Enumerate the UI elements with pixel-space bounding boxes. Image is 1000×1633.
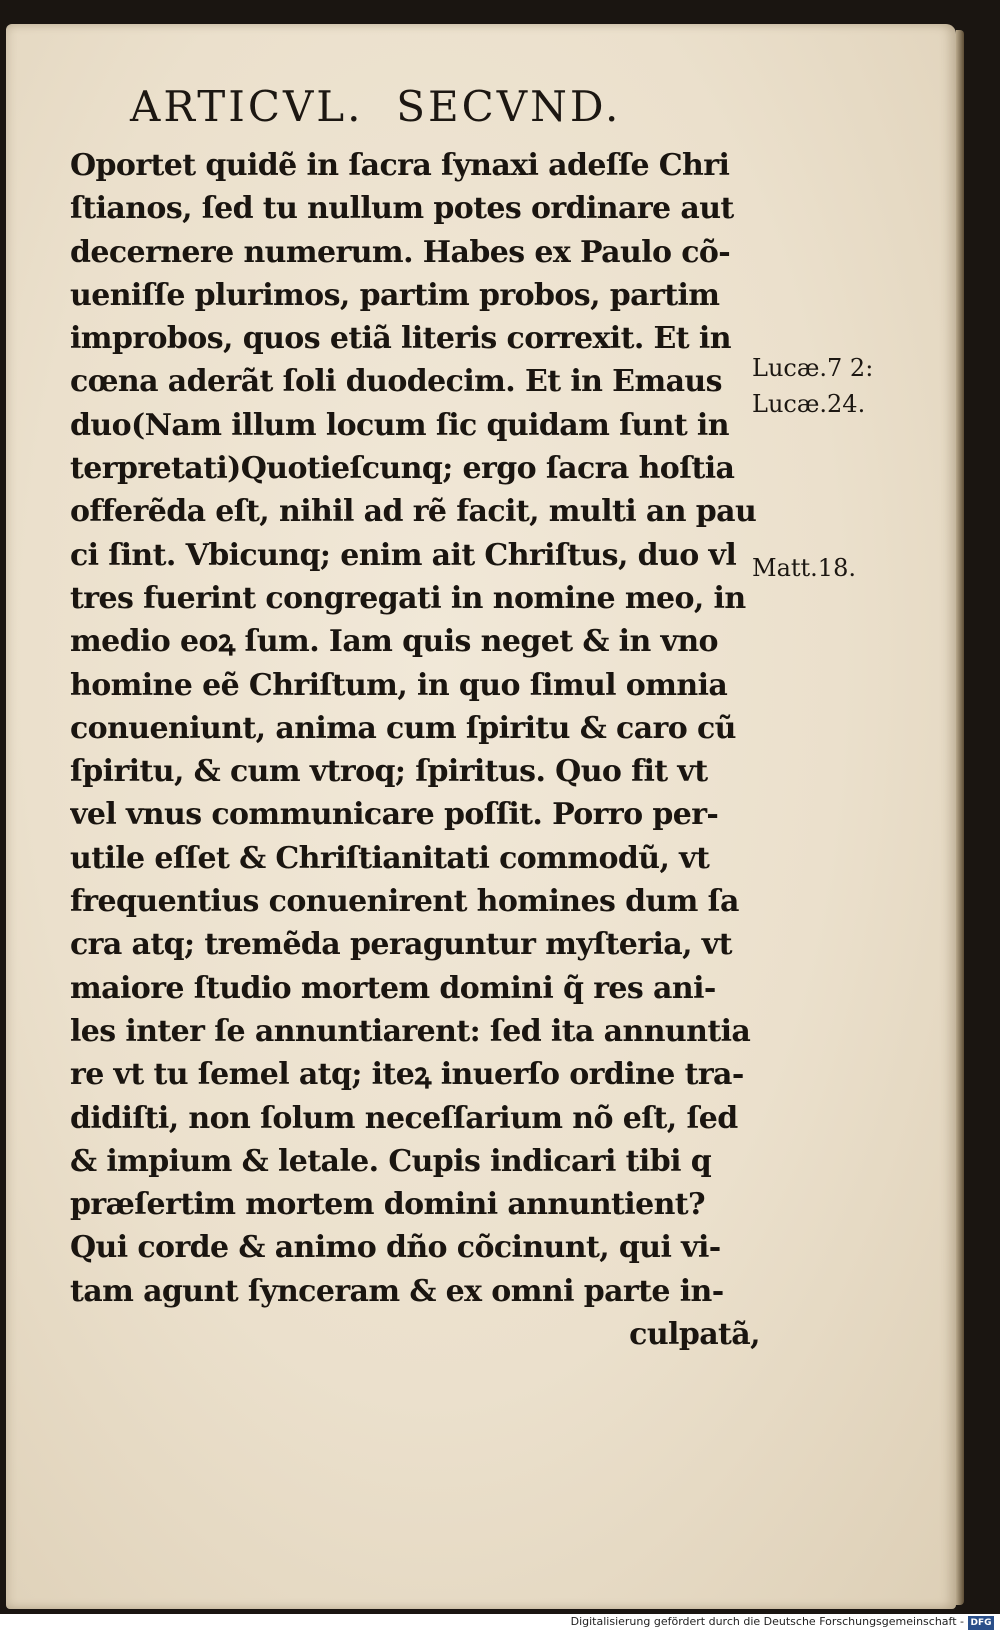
text-line: les inter ſe annuntiarent: ſed ita annuntia	[70, 1013, 751, 1049]
text-line: offerẽda eſt, nihil ad rẽ facit, multi an pau	[70, 494, 757, 530]
text-line: homine eẽ Chriſtum, in quo ſimul omnia	[70, 667, 728, 703]
marginal-note-lucae-24: Lucæ.24.	[752, 390, 866, 418]
marginal-note-matt-18: Matt.18.	[752, 554, 856, 582]
text-line: utile eſſet & Chriſtianitati commodũ, vt	[70, 840, 710, 876]
text-line: ſtianos, ſed tu nullum potes ordinare aut	[70, 191, 734, 227]
page-edge	[956, 30, 964, 1605]
footer-credit: Digitalisierung gefördert durch die Deutsche Forschungsgemeinschaft -	[570, 1615, 964, 1628]
text-line: tres fuerint congregati in nomine meo, in	[70, 580, 746, 616]
text-line: maiore ſtudio mortem domini q̃ res ani-	[70, 970, 716, 1006]
text-line: improbos, quos etiã literis correxit. Et in	[70, 321, 731, 357]
text-line: terpretati)Quotieſcunq; ergo ſacra hoſtia	[70, 451, 735, 487]
running-title: ARTICVL. SECVND.	[130, 82, 622, 131]
text-line: Oportet quidẽ in ſacra ſynaxi adeſſe Chri	[70, 148, 730, 183]
text-line: decernere numerum. Habes ex Paulo cõ-	[70, 234, 731, 270]
marginal-note-lucae-7: Lucæ.7 2:	[752, 354, 874, 382]
text-line: frequentius conuenirent homines dum ſa	[70, 884, 739, 920]
text-line: re vt tu ſemel atq; iteꝝ inuerſo ordine tra-	[70, 1057, 744, 1093]
text-line: Qui corde & animo dño cõcinunt, qui vi-	[70, 1230, 721, 1266]
text-line: ſpiritu, & cum vtroq; ſpiritus. Quo fit vt	[70, 754, 708, 790]
text-line: conueniunt, anima cum ſpiritu & caro cũ	[70, 710, 736, 746]
text-line: medio eoꝝ ſum. Iam quis neget & in vno	[70, 624, 718, 660]
catchword: culpatã,	[629, 1317, 760, 1353]
text-line: tam agunt ſynceram & ex omni parte in-	[70, 1273, 724, 1309]
text-line: cœna aderãt ſoli duodecim. Et in Emaus	[70, 364, 722, 400]
text-line: ci ſint. Vbicunq; enim ait Chriſtus, duo vl	[70, 537, 737, 573]
body-text	[70, 144, 760, 1356]
text-line: præſertim mortem domini annuntient?	[70, 1187, 706, 1223]
text-line: & impium & letale. Cupis indicari tibi q	[70, 1143, 712, 1179]
text-line: duo(Nam illum locum ſic quidam ſunt in	[70, 407, 729, 443]
dfg-logo: DFG	[968, 1616, 994, 1630]
text-line: didiſti, non ſolum neceſſarium nõ eſt, ſed	[70, 1100, 738, 1136]
text-line: vel vnus communicare poſſit. Porro per-	[70, 797, 719, 833]
text-line: ueniſſe plurimos, partim probos, partim	[70, 277, 720, 313]
text-line: cra atq; tremẽda peraguntur myſteria, vt	[70, 927, 732, 963]
